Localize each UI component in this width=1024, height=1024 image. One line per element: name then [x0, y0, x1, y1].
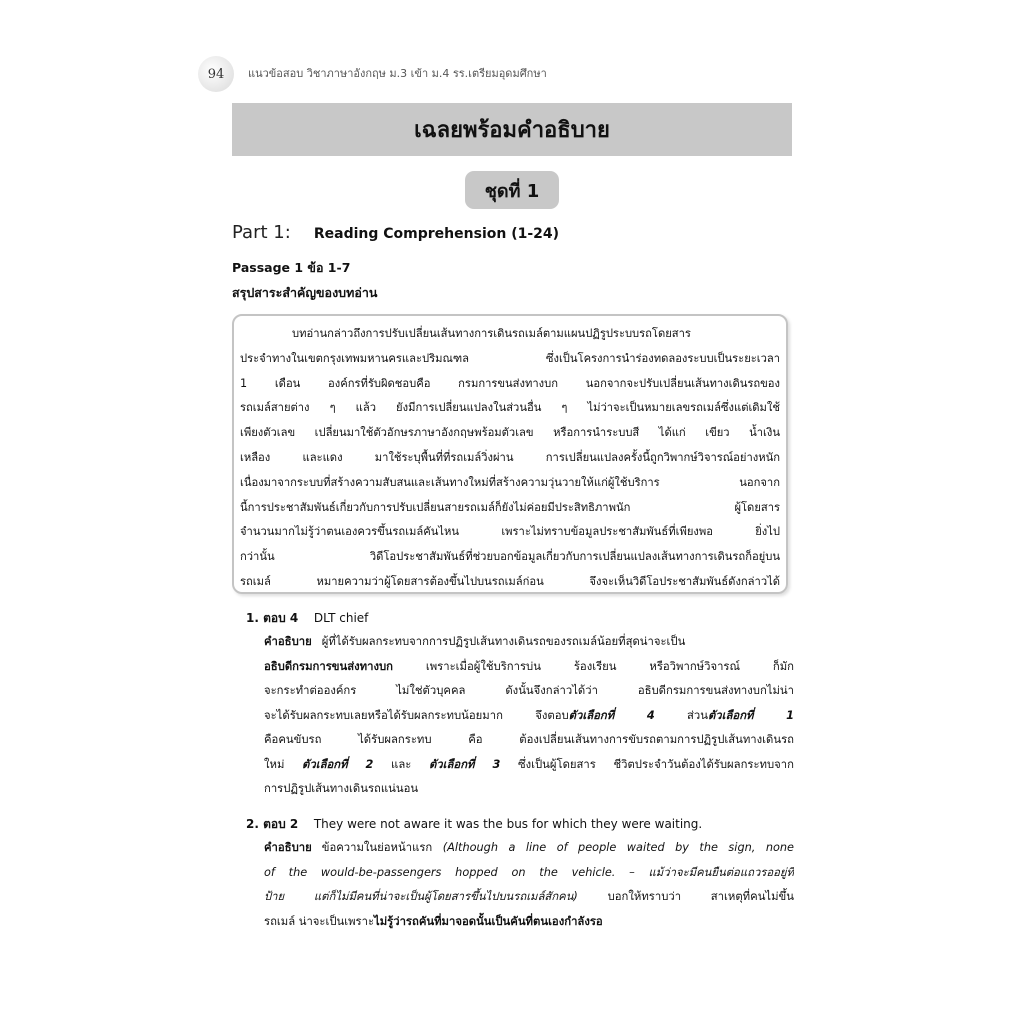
- part-title: Reading Comprehension (1-24): [313, 226, 560, 242]
- explanation-text: ส่วน: [654, 708, 708, 722]
- answer-number: 2. ตอบ 2: [246, 817, 299, 831]
- summary-line: นี้การประชาสัมพันธ์เกี่ยวกับการปรับเปลี่ยนสายรถเมล์ก็ยังไม่ค่อยมีประสิทธิภาพนัก ผู้โดยสาร: [240, 500, 780, 514]
- running-header: แนวข้อสอบ วิชาภาษาอังกฤษ ม.3 เข้า ม.4 รร.เตรียมอุดมศึกษา: [248, 67, 547, 80]
- summary-line: บทอ่านกล่าวถึงการปรับเปลี่ยนเส้นทางการเดินรถเมล์ตามแผนปฏิรูประบบรถโดยสาร: [292, 327, 691, 340]
- summary-line: กว่านั้น วิดีโอประชาสัมพันธ์ที่ช่วยบอกข้อมูลเกี่ยวกับการเปลี่ยนแปลงเส้นทางการเดินรถก็อยู่บน: [240, 550, 780, 564]
- explanation-label: คำอธิบาย: [264, 635, 312, 648]
- page-number: [198, 56, 234, 92]
- part-label: Part 1:: [232, 222, 291, 243]
- summary-line: ประจำทางในเขตกรุงเทพมหานครและปริมณฑล ซึ่งเป็นโครงการนำร่องทดลองระบบเป็นระยะเวลา: [240, 351, 780, 365]
- answer-choice-text: They were not aware it was the bus for which they were waiting.: [313, 817, 703, 831]
- explanation-text: บอกให้ทราบว่า สาเหตุที่คนไม่ขึ้น: [577, 890, 794, 903]
- highlight-text: ไม่รู้ว่ารถคันที่มาจอดนั้นเป็นคันที่ตนเองกำลังรอ: [374, 914, 603, 928]
- answer-1: [246, 606, 794, 802]
- explanation-line: [264, 655, 794, 680]
- explanation-text: ข้อความในย่อหน้าแรก: [321, 841, 443, 854]
- explanation-label: คำอธิบาย: [264, 841, 312, 854]
- explanation-text: และ: [373, 757, 429, 771]
- answer-2: [246, 812, 794, 934]
- summary-line: จำนวนมากไม่รู้ว่าตนเองควรขึ้นรถเมล์คันไหน เพราะไม่ทราบข้อมูลประชาสัมพันธ์ที่เพียงพอ ยิ่งไป: [240, 525, 780, 539]
- explanation-line: [264, 630, 794, 655]
- explanation-text: ซึ่งเป็นผู้โดยสาร ชีวิตประจำวันต้องได้รับผลกระทบจาก: [500, 757, 794, 771]
- page-title: เฉลยพร้อมคำอธิบาย: [414, 118, 610, 143]
- highlight-text: อธิบดีกรมการขนส่งทางบก: [264, 659, 393, 673]
- option-reference: ตัวเลือกที่ 4: [568, 708, 655, 722]
- answer-header: [246, 812, 794, 836]
- summary-line: รถเมล์สายต่าง ๆ แล้ว ยังมีการเปลี่ยนแปลงในส่วนอื่น ๆ ไม่ว่าจะเป็นหมายเลขรถเมล์ซึ่งแต่เดิมใช้: [240, 401, 780, 415]
- passage-label: Passage 1 ข้อ 1-7: [232, 260, 351, 275]
- quoted-text: (Although a line of people waited by the sign, none: [442, 841, 794, 854]
- explanation-line: [264, 885, 794, 910]
- answer-number: 1. ตอบ 4: [246, 611, 299, 625]
- summary-line: เพียงตัวเลข เปลี่ยนมาใช้ตัวอักษรภาษาอังกฤษพร้อมตัวเลข หรือการนำระบบสี ได้แก่ เขียว น้ำเงิน: [240, 426, 780, 440]
- option-reference: ตัวเลือกที่ 3: [428, 757, 501, 771]
- explanation-text: ผู้ที่ได้รับผลกระทบจากการปฏิรูปเส้นทางเดินรถของรถเมล์น้อยที่สุดน่าจะเป็น: [321, 635, 686, 648]
- summary-line: 1 เดือน องค์กรที่รับผิดชอบคือ กรมการขนส่งทางบก นอกจากจะปรับเปลี่ยนเส้นทางเดินรถของ: [240, 376, 780, 390]
- explanation-text: รถเมล์ น่าจะเป็นเพราะ: [264, 914, 375, 928]
- answer-choice-text: DLT chief: [313, 611, 369, 625]
- option-reference: ตัวเลือกที่ 1: [707, 708, 794, 722]
- explanation-text: ใหม่: [264, 757, 303, 771]
- explanation-text: จะได้รับผลกระทบเลยหรือได้รับผลกระทบน้อยมาก จึงตอบ: [264, 708, 569, 722]
- explanation-text: เพราะเมื่อผู้ใช้บริการบ่น ร้องเรียน หรือวิพากษ์วิจารณ์ ก็มัก: [392, 659, 794, 673]
- part-heading: [232, 222, 559, 243]
- summary-line: เนื่องมาจากระบบที่สร้างความสับสนและเส้นทางใหม่ที่สร้างความวุ่นวายให้แก่ผู้ใช้บริการ นอกจาก: [240, 475, 780, 489]
- explanation-line: คือคนขับรถ ได้รับผลกระทบ คือ ต้องเปลี่ยนเส้นทางการขับรถตามการปฏิรูปเส้นทางเดินรถ: [264, 733, 794, 746]
- quoted-line: of the would-be-passengers hopped on the vehicle. – แม้ว่าจะมีคนยืนต่อแถวรออยู่ที่: [264, 865, 794, 879]
- explanation-line: จะกระทำต่อองค์กร ไม่ใช่ตัวบุคคล ดังนั้นจึงกล่าวได้ว่า อธิบดีกรมการขนส่งทางบกไม่น่า: [264, 684, 794, 697]
- summary-heading: สรุปสาระสำคัญของบทอ่าน: [232, 285, 378, 300]
- explanation-line: [264, 753, 794, 778]
- page-number-text: 94: [207, 66, 225, 82]
- title-banner: [232, 103, 792, 156]
- explanation-line: การปฏิรูปเส้นทางเดินรถแน่นอน: [264, 782, 419, 795]
- summary-box: [232, 314, 788, 594]
- summary-line: รถเมล์ หมายความว่าผู้โดยสารต้องขึ้นไปบนรถเมล์ก่อน จึงจะเห็นวิดีโอประชาสัมพันธ์ดังกล่าวได้: [240, 574, 780, 588]
- explanation-line: [264, 910, 794, 935]
- summary-line: เหลือง และแดง มาใช้ระบุพื้นที่ที่รถเมล์วิ่งผ่าน การเปลี่ยนแปลงครั้งนี้ถูกวิพากษ์วิจารณ์อย่างหนัก: [240, 450, 780, 464]
- set-badge: ชุดที่ 1: [465, 171, 559, 209]
- explanation-line: [264, 836, 794, 861]
- quoted-text: ป้าย แต่ก็ไม่มีคนที่น่าจะเป็นผู้โดยสารขึ้นไปบนรถเมล์สักคน): [264, 890, 578, 903]
- answer-header: [246, 606, 794, 630]
- explanation-line: [264, 704, 794, 729]
- option-reference: ตัวเลือกที่ 2: [302, 757, 374, 771]
